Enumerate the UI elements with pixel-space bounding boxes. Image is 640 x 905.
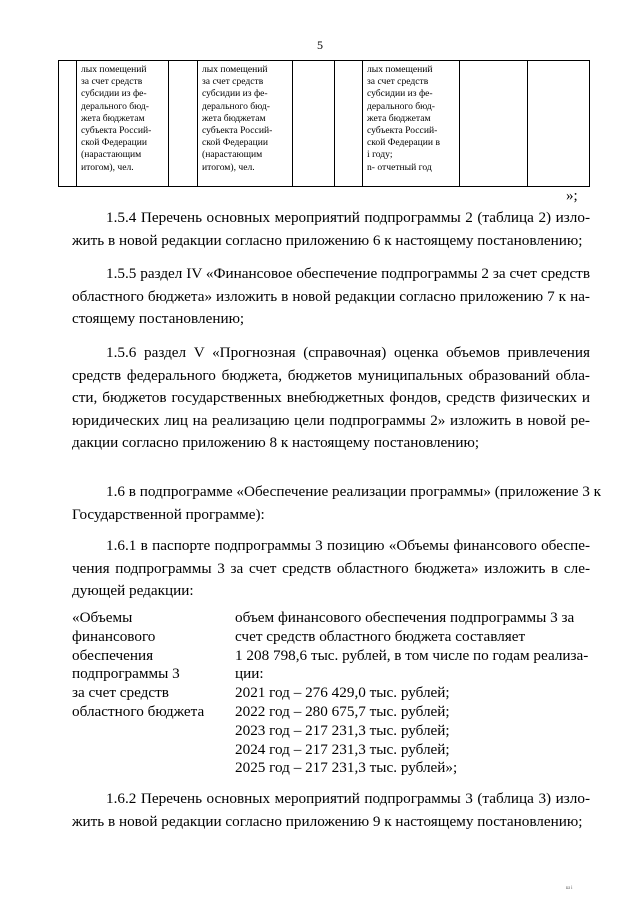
footer-mark: ш і bbox=[566, 886, 573, 891]
table-cell: лых помещений за счет средств субсидии из фе- дерального бюд- жета бюджетам субъекта Россий- ской Федерации (нарастающим итогом), чел. bbox=[77, 61, 169, 187]
table-cell: лых помещений за счет средств субсидии из фе- дерального бюд- жета бюджетам субъекта Россий- ской Федерации в i году; n- отчетный год bbox=[363, 61, 460, 187]
table-cell-blank bbox=[169, 61, 198, 187]
table-row bbox=[59, 61, 590, 187]
closing-quote: »; bbox=[566, 188, 578, 204]
passport-label: «Объемы финансового обеспечения подпрограммы 3 за счет средств областного бюджета bbox=[72, 609, 205, 720]
passport-value: объем финансового обеспечения подпрограммы 3 за счет средств областного бюджета составляет 1 208 798,6 тыс. рублей, в том числе по годам реализа- ции: 2021 год – 276 429,0 тыс. рублей; 2022 год – 280 675,7 тыс. рублей; 2023 год – 217 231,3 тыс. рублей; 2024 год – 217 231,3 тыс. рублей; 2025 год – 217 231,3 тыс. рублей»; bbox=[235, 609, 589, 777]
table-cell-blank bbox=[293, 61, 335, 187]
paragraph-1-5-6: 1.5.6 раздел V «Прогнозная (справочная) оценка объемов привлечения средств федерального бюджета, бюджетов муниципальных образований обла- сти, бюджетов государственных внебюджетных фондов, средств физических и юридических лиц на реализацию цели подпрограммы 2» изложить в новой ре- дакции согласно приложению 8 к настоящему постановлению; bbox=[72, 344, 590, 452]
indicator-table bbox=[58, 60, 590, 187]
page-number: 5 bbox=[317, 38, 323, 52]
table-cell-blank bbox=[460, 61, 528, 187]
paragraph-1-5-4: 1.5.4 Перечень основных мероприятий подпрограммы 2 (таблица 2) изло- жить в новой редакции согласно приложению 6 к настоящему постановлению; bbox=[72, 209, 590, 249]
table-cell: лых помещений за счет средств субсидии из фе- дерального бюд- жета бюджетам субъекта Россий- ской Федерации (нарастающим итогом), чел. bbox=[198, 61, 293, 187]
paragraph-1-6: 1.6 в подпрограмме «Обеспечение реализации программы» (приложение 3 к Государственной программе): bbox=[72, 483, 602, 523]
table-cell-blank bbox=[59, 61, 77, 187]
paragraph-1-6-1: 1.6.1 в паспорте подпрограммы 3 позицию «Объемы финансового обеспе- чения подпрограммы 3 за счет средств областного бюджета» изложить в сле- дующей редакции: bbox=[72, 537, 590, 600]
table-cell-blank bbox=[335, 61, 363, 187]
paragraph-1-6-2: 1.6.2 Перечень основных мероприятий подпрограммы 3 (таблица 3) изло- жить в новой редакции согласно приложению 9 к настоящему постановлению; bbox=[72, 790, 590, 830]
paragraph-1-5-5: 1.5.5 раздел IV «Финансовое обеспечение подпрограммы 2 за счет средств областного бюджета» изложить в новой редакции согласно приложению 7 к на- стоящему постановлению; bbox=[72, 265, 590, 328]
table-cell-blank bbox=[528, 61, 590, 187]
